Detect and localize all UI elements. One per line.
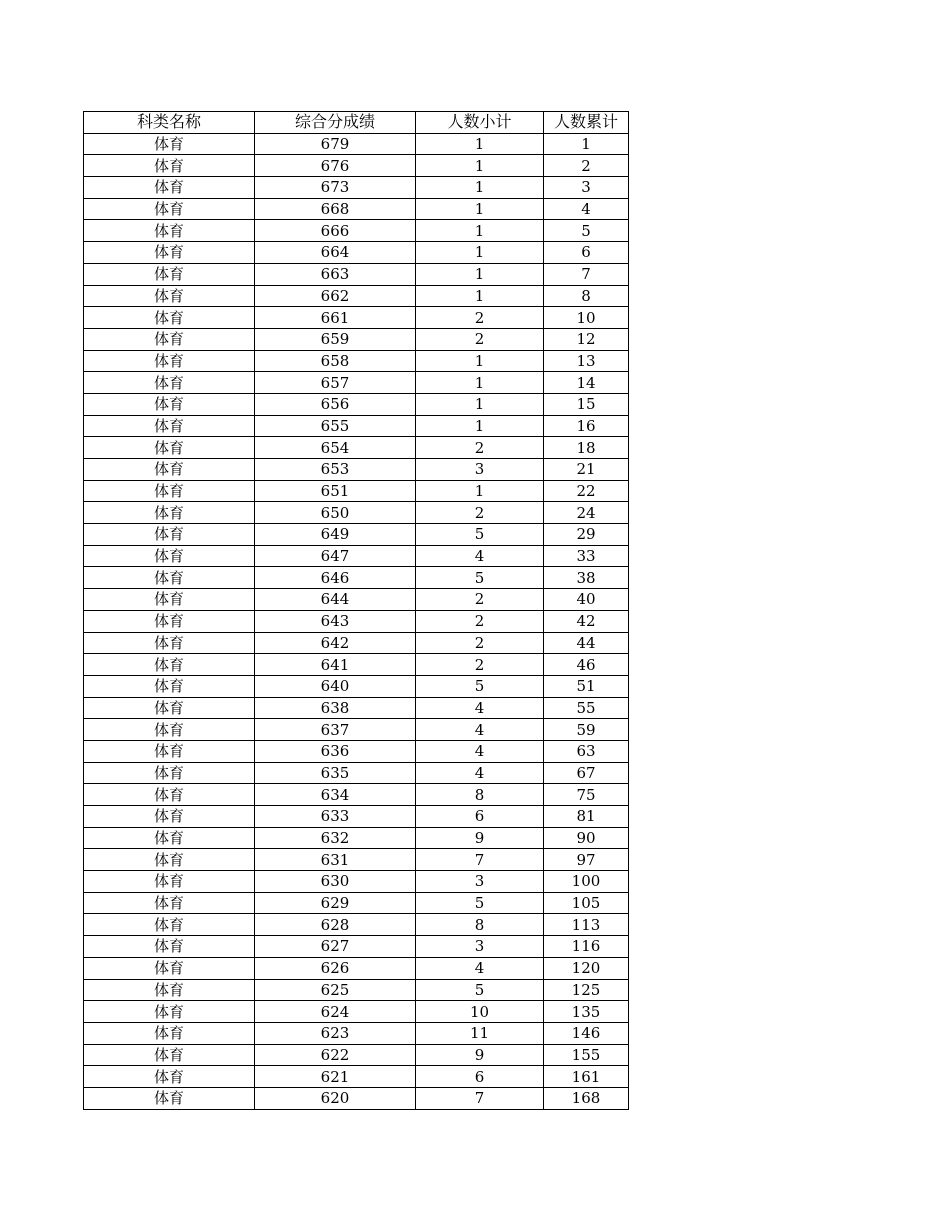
cell-count: 5: [416, 979, 544, 1001]
cell-cumulative: 14: [544, 372, 629, 394]
cell-score: 623: [255, 1022, 416, 1044]
table-row: [84, 806, 629, 828]
cell-cumulative: 4: [544, 198, 629, 220]
cell-category: 体育: [84, 437, 255, 459]
cell-category: 体育: [84, 1066, 255, 1088]
cell-count: 1: [416, 393, 544, 415]
table-row: [84, 480, 629, 502]
cell-cumulative: 120: [544, 957, 629, 979]
cell-cumulative: 97: [544, 849, 629, 871]
score-distribution-table: [83, 111, 629, 1110]
cell-cumulative: 63: [544, 740, 629, 762]
cell-cumulative: 3: [544, 177, 629, 199]
table-row: [84, 697, 629, 719]
cell-cumulative: 12: [544, 328, 629, 350]
cell-category: 体育: [84, 263, 255, 285]
cell-cumulative: 24: [544, 502, 629, 524]
cell-count: 1: [416, 133, 544, 155]
cell-count: 7: [416, 1087, 544, 1109]
cell-score: 654: [255, 437, 416, 459]
cell-score: 659: [255, 328, 416, 350]
cell-score: 649: [255, 524, 416, 546]
cell-cumulative: 18: [544, 437, 629, 459]
cell-count: 5: [416, 524, 544, 546]
cell-score: 632: [255, 827, 416, 849]
table-row: [84, 1022, 629, 1044]
table-row: [84, 719, 629, 741]
table-row: [84, 1044, 629, 1066]
header-count: 人数小计: [416, 112, 544, 134]
cell-count: 1: [416, 285, 544, 307]
cell-count: 9: [416, 1044, 544, 1066]
cell-score: 625: [255, 979, 416, 1001]
table-row: [84, 632, 629, 654]
cell-cumulative: 67: [544, 762, 629, 784]
cell-cumulative: 10: [544, 307, 629, 329]
table-row: [84, 372, 629, 394]
cell-count: 1: [416, 155, 544, 177]
cell-count: 11: [416, 1022, 544, 1044]
table-row: [84, 957, 629, 979]
header-category: 科类名称: [84, 112, 255, 134]
table-row: [84, 350, 629, 372]
cell-category: 体育: [84, 1044, 255, 1066]
cell-cumulative: 6: [544, 242, 629, 264]
table-row: [84, 177, 629, 199]
cell-category: 体育: [84, 328, 255, 350]
table-row: [84, 1087, 629, 1109]
cell-category: 体育: [84, 632, 255, 654]
table-row: [84, 740, 629, 762]
cell-score: 656: [255, 393, 416, 415]
cell-score: 633: [255, 806, 416, 828]
cell-score: 676: [255, 155, 416, 177]
table-row: [84, 155, 629, 177]
table-row: [84, 1001, 629, 1023]
header-score: 综合分成绩: [255, 112, 416, 134]
table-row: [84, 415, 629, 437]
cell-count: 5: [416, 567, 544, 589]
cell-category: 体育: [84, 393, 255, 415]
cell-score: 638: [255, 697, 416, 719]
cell-category: 体育: [84, 719, 255, 741]
cell-score: 679: [255, 133, 416, 155]
cell-category: 体育: [84, 827, 255, 849]
cell-category: 体育: [84, 177, 255, 199]
header-cumulative: 人数累计: [544, 112, 629, 134]
cell-cumulative: 5: [544, 220, 629, 242]
cell-score: 666: [255, 220, 416, 242]
cell-count: 4: [416, 545, 544, 567]
cell-cumulative: 2: [544, 155, 629, 177]
cell-count: 9: [416, 827, 544, 849]
table-row: [84, 459, 629, 481]
cell-cumulative: 116: [544, 936, 629, 958]
cell-score: 640: [255, 675, 416, 697]
cell-score: 636: [255, 740, 416, 762]
table-row: [84, 610, 629, 632]
cell-count: 3: [416, 459, 544, 481]
cell-count: 5: [416, 675, 544, 697]
cell-count: 1: [416, 198, 544, 220]
cell-count: 1: [416, 372, 544, 394]
cell-category: 体育: [84, 1022, 255, 1044]
cell-category: 体育: [84, 220, 255, 242]
cell-score: 635: [255, 762, 416, 784]
cell-score: 668: [255, 198, 416, 220]
table-row: [84, 328, 629, 350]
table-row: [84, 849, 629, 871]
cell-category: 体育: [84, 1001, 255, 1023]
table-row: [84, 307, 629, 329]
table-row: [84, 437, 629, 459]
table-row: [84, 784, 629, 806]
cell-category: 体育: [84, 350, 255, 372]
cell-score: 657: [255, 372, 416, 394]
cell-count: 10: [416, 1001, 544, 1023]
cell-category: 体育: [84, 155, 255, 177]
table-body: [84, 133, 629, 1109]
cell-category: 体育: [84, 762, 255, 784]
cell-count: 2: [416, 632, 544, 654]
cell-count: 4: [416, 762, 544, 784]
cell-count: 1: [416, 480, 544, 502]
cell-category: 体育: [84, 133, 255, 155]
table-row: [84, 242, 629, 264]
table-row: [84, 220, 629, 242]
cell-count: 7: [416, 849, 544, 871]
cell-score: 626: [255, 957, 416, 979]
cell-category: 体育: [84, 979, 255, 1001]
cell-count: 2: [416, 589, 544, 611]
table-row: [84, 762, 629, 784]
cell-score: 629: [255, 892, 416, 914]
cell-category: 体育: [84, 740, 255, 762]
table-row: [84, 871, 629, 893]
cell-cumulative: 161: [544, 1066, 629, 1088]
cell-cumulative: 15: [544, 393, 629, 415]
cell-score: 621: [255, 1066, 416, 1088]
cell-category: 体育: [84, 849, 255, 871]
table-row: [84, 263, 629, 285]
cell-cumulative: 8: [544, 285, 629, 307]
cell-count: 2: [416, 328, 544, 350]
cell-cumulative: 55: [544, 697, 629, 719]
table-row: [84, 545, 629, 567]
cell-category: 体育: [84, 307, 255, 329]
cell-score: 642: [255, 632, 416, 654]
cell-count: 6: [416, 806, 544, 828]
cell-category: 体育: [84, 589, 255, 611]
table-row: [84, 198, 629, 220]
cell-count: 4: [416, 957, 544, 979]
cell-category: 体育: [84, 524, 255, 546]
table-row: [84, 393, 629, 415]
cell-category: 体育: [84, 567, 255, 589]
cell-cumulative: 22: [544, 480, 629, 502]
table-row: [84, 892, 629, 914]
cell-category: 体育: [84, 697, 255, 719]
table-header-row: [84, 112, 629, 134]
cell-count: 8: [416, 914, 544, 936]
cell-cumulative: 59: [544, 719, 629, 741]
cell-cumulative: 81: [544, 806, 629, 828]
cell-cumulative: 75: [544, 784, 629, 806]
cell-count: 5: [416, 892, 544, 914]
cell-category: 体育: [84, 892, 255, 914]
cell-score: 631: [255, 849, 416, 871]
cell-cumulative: 105: [544, 892, 629, 914]
cell-score: 624: [255, 1001, 416, 1023]
table-row: [84, 914, 629, 936]
cell-cumulative: 42: [544, 610, 629, 632]
cell-score: 655: [255, 415, 416, 437]
cell-count: 1: [416, 263, 544, 285]
cell-score: 651: [255, 480, 416, 502]
cell-cumulative: 29: [544, 524, 629, 546]
cell-count: 4: [416, 697, 544, 719]
cell-category: 体育: [84, 871, 255, 893]
cell-score: 643: [255, 610, 416, 632]
table-row: [84, 133, 629, 155]
cell-category: 体育: [84, 936, 255, 958]
cell-count: 2: [416, 307, 544, 329]
cell-score: 646: [255, 567, 416, 589]
cell-category: 体育: [84, 285, 255, 307]
cell-cumulative: 113: [544, 914, 629, 936]
cell-count: 1: [416, 350, 544, 372]
cell-category: 体育: [84, 415, 255, 437]
cell-score: 673: [255, 177, 416, 199]
table-row: [84, 285, 629, 307]
cell-score: 650: [255, 502, 416, 524]
cell-score: 663: [255, 263, 416, 285]
cell-cumulative: 90: [544, 827, 629, 849]
cell-score: 630: [255, 871, 416, 893]
cell-count: 2: [416, 437, 544, 459]
cell-category: 体育: [84, 784, 255, 806]
cell-cumulative: 40: [544, 589, 629, 611]
cell-score: 637: [255, 719, 416, 741]
cell-count: 4: [416, 740, 544, 762]
cell-score: 644: [255, 589, 416, 611]
cell-cumulative: 21: [544, 459, 629, 481]
cell-score: 662: [255, 285, 416, 307]
cell-category: 体育: [84, 502, 255, 524]
cell-cumulative: 46: [544, 654, 629, 676]
cell-cumulative: 1: [544, 133, 629, 155]
cell-score: 641: [255, 654, 416, 676]
cell-count: 3: [416, 936, 544, 958]
cell-cumulative: 100: [544, 871, 629, 893]
cell-count: 2: [416, 610, 544, 632]
cell-category: 体育: [84, 957, 255, 979]
cell-score: 620: [255, 1087, 416, 1109]
cell-category: 体育: [84, 198, 255, 220]
cell-cumulative: 38: [544, 567, 629, 589]
table-row: [84, 827, 629, 849]
table-row: [84, 675, 629, 697]
cell-cumulative: 13: [544, 350, 629, 372]
cell-category: 体育: [84, 480, 255, 502]
cell-score: 647: [255, 545, 416, 567]
cell-count: 2: [416, 502, 544, 524]
cell-count: 6: [416, 1066, 544, 1088]
cell-cumulative: 146: [544, 1022, 629, 1044]
cell-score: 653: [255, 459, 416, 481]
table-row: [84, 567, 629, 589]
cell-cumulative: 16: [544, 415, 629, 437]
table-row: [84, 979, 629, 1001]
cell-category: 体育: [84, 242, 255, 264]
cell-score: 634: [255, 784, 416, 806]
cell-category: 体育: [84, 675, 255, 697]
table-row: [84, 654, 629, 676]
cell-cumulative: 7: [544, 263, 629, 285]
table-row: [84, 502, 629, 524]
cell-count: 1: [416, 177, 544, 199]
cell-cumulative: 125: [544, 979, 629, 1001]
cell-category: 体育: [84, 372, 255, 394]
cell-count: 1: [416, 220, 544, 242]
cell-count: 3: [416, 871, 544, 893]
table-row: [84, 589, 629, 611]
cell-count: 2: [416, 654, 544, 676]
cell-score: 664: [255, 242, 416, 264]
cell-category: 体育: [84, 654, 255, 676]
cell-category: 体育: [84, 610, 255, 632]
cell-score: 661: [255, 307, 416, 329]
cell-cumulative: 51: [544, 675, 629, 697]
cell-score: 627: [255, 936, 416, 958]
cell-category: 体育: [84, 806, 255, 828]
cell-cumulative: 168: [544, 1087, 629, 1109]
table-row: [84, 936, 629, 958]
cell-score: 658: [255, 350, 416, 372]
cell-cumulative: 44: [544, 632, 629, 654]
cell-count: 1: [416, 242, 544, 264]
cell-score: 628: [255, 914, 416, 936]
cell-score: 622: [255, 1044, 416, 1066]
table-row: [84, 1066, 629, 1088]
cell-category: 体育: [84, 459, 255, 481]
cell-cumulative: 33: [544, 545, 629, 567]
cell-cumulative: 135: [544, 1001, 629, 1023]
cell-cumulative: 155: [544, 1044, 629, 1066]
cell-category: 体育: [84, 914, 255, 936]
cell-category: 体育: [84, 1087, 255, 1109]
cell-count: 4: [416, 719, 544, 741]
cell-count: 8: [416, 784, 544, 806]
cell-count: 1: [416, 415, 544, 437]
cell-category: 体育: [84, 545, 255, 567]
table-row: [84, 524, 629, 546]
